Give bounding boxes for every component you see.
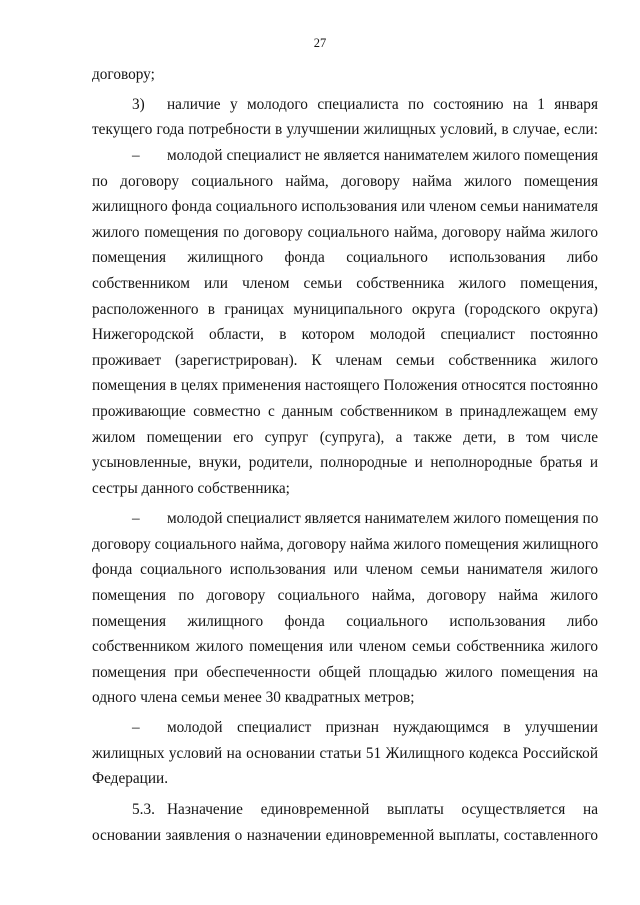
text-line: текущего года потребности в улучшении жилищных условий, в случае, если: [92, 121, 598, 138]
text-line: фонда социального использования или членом семьи нанимателя жилого [92, 561, 598, 578]
text-line: проживающие совместно с данным собственником в принадлежащем ему [92, 403, 598, 420]
text-line: усыновленные, внуки, родители, полнородные и неполнородные братья и [92, 454, 598, 471]
text-line: молодой специалист является нанимателем жилого помещения по [167, 510, 599, 527]
text-line: по договору социального найма, договору найма жилого помещения [92, 173, 598, 190]
text-line: собственником жилого помещения или членом семьи собственника жилого [92, 638, 598, 655]
page-number: 27 [313, 36, 327, 50]
text-line: проживает (зарегистрирован). К членам семьи собственника жилого [92, 352, 598, 369]
dash-marker: – [132, 147, 140, 164]
text-line: договору социального найма, договору найма жилого помещения жилищного [92, 536, 599, 553]
text-line: расположенного в границах муниципального округа (городского округа) [92, 301, 598, 318]
text-line: молодой специалист не является нанимателем жилого помещения [167, 147, 598, 164]
text-line: наличие у молодого специалиста по состоянию на 1 января [167, 96, 598, 113]
text-line: собственником или членом семьи собственника жилого помещения, [92, 275, 598, 292]
text-line: молодой специалист признан нуждающимся в улучшении [167, 719, 598, 736]
text-line: помещения жилищного фонда социального использования либо [92, 613, 598, 630]
text-line: помещения жилищного фонда социального использования либо [92, 249, 598, 266]
text-line: Назначение единовременной выплаты осуществляется на [167, 801, 598, 818]
list-marker: 3) [132, 96, 145, 113]
text-line: жилищных условий на основании статьи 51 Жилищного кодекса Российской [92, 745, 598, 762]
text-line: помещения при обеспеченности общей площадью жилого помещения на [92, 664, 598, 681]
text-line: основании заявления о назначении единовременной выплаты, составленного [92, 827, 598, 844]
clause-number: 5.3. [132, 801, 155, 818]
text-line: Нижегородской области, в котором молодой специалист постоянно [92, 326, 598, 343]
text-line: договору; [92, 66, 155, 83]
dash-marker: – [132, 510, 140, 527]
dash-marker: – [132, 719, 140, 736]
text-line: жилищного фонда социального использования или членом семьи нанимателя [92, 198, 598, 215]
text-line: помещения в целях применения настоящего Положения относятся постоянно [92, 377, 598, 394]
text-line: помещения по договору социального найма, договору найма жилого [92, 587, 598, 604]
text-line: Федерации. [92, 770, 169, 787]
text-line: жилом помещении его супруг (супруга), а также дети, в том числе [92, 429, 598, 446]
text-line: жилого помещения по договору социального найма, договору найма жилого [92, 224, 598, 241]
text-line: одного члена семьи менее 30 квадратных метров; [92, 689, 415, 706]
text-line: сестры данного собственника; [92, 480, 290, 497]
